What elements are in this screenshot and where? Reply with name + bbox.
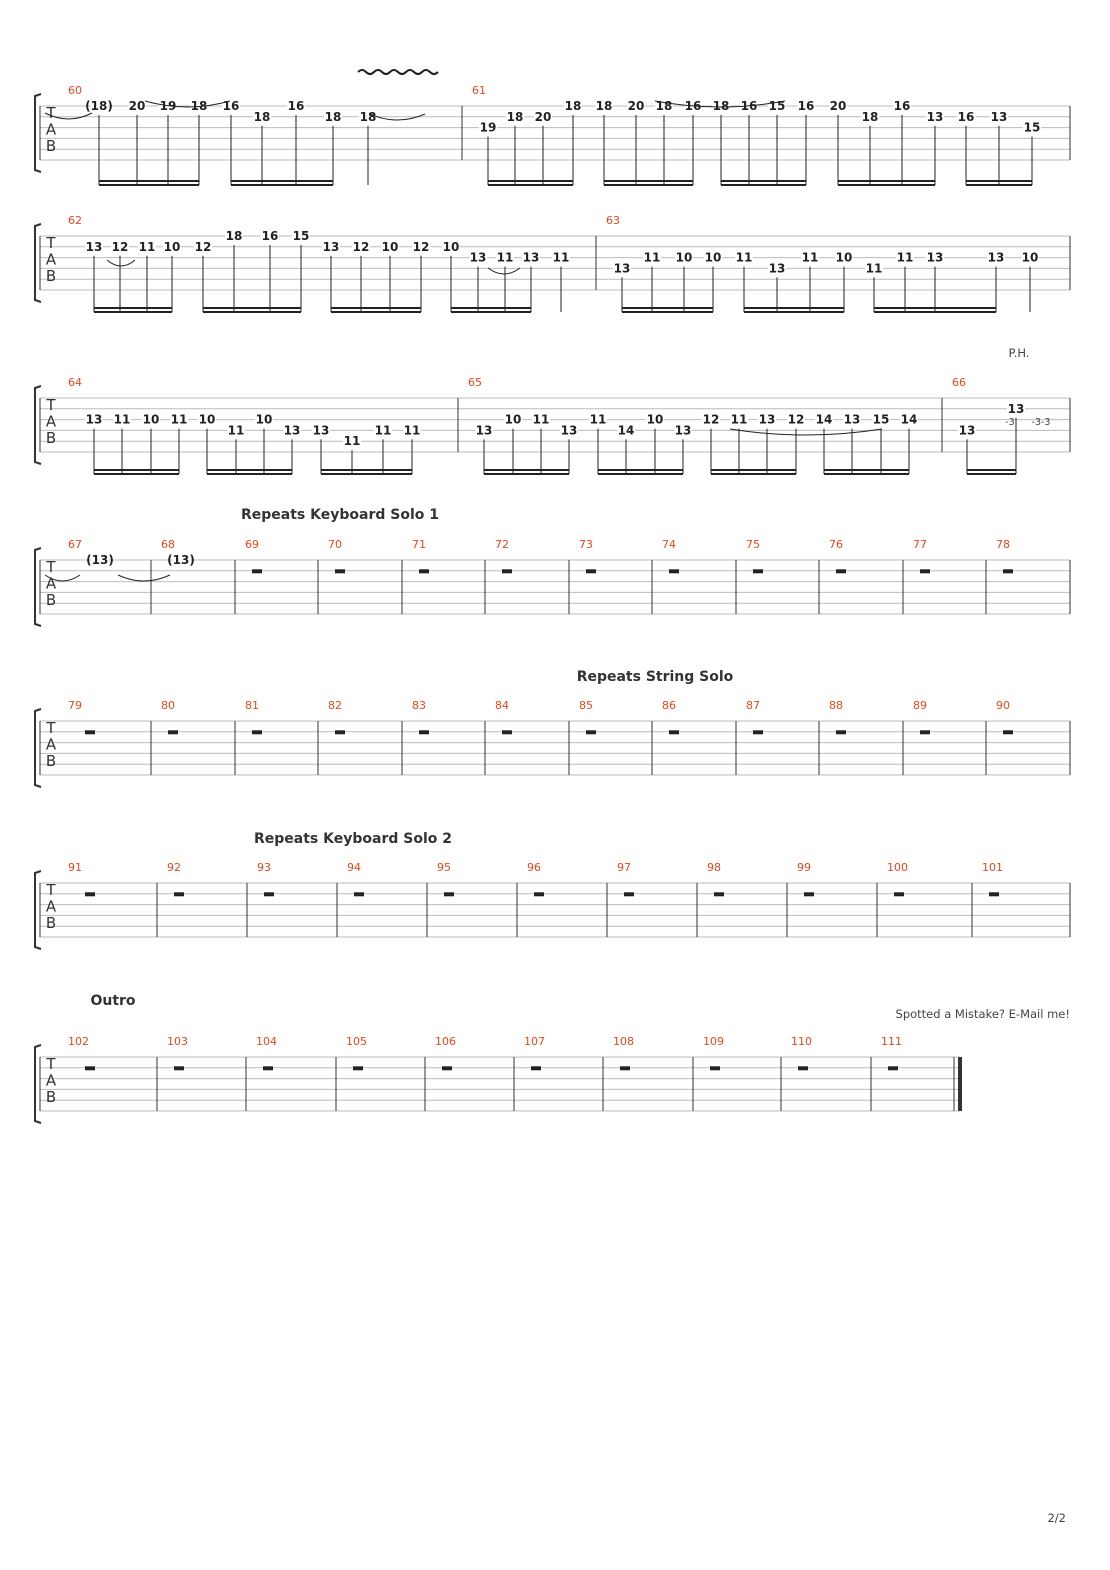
fret-number: 13 [758, 412, 776, 427]
tab-clef-letter: T [46, 104, 56, 122]
whole-rest [920, 569, 930, 573]
measure-number: 109 [703, 1035, 724, 1048]
whole-rest [1003, 730, 1013, 734]
fret-number: 14 [815, 412, 833, 427]
fret-number: 18 [655, 99, 673, 113]
tab-clef-letter: A [45, 574, 57, 593]
measure-number: 82 [328, 699, 342, 712]
fret-number: 16 [893, 99, 911, 113]
measure-number: 104 [256, 1035, 277, 1048]
whole-rest [586, 730, 596, 734]
staff-system [35, 831, 1070, 949]
whole-rest [888, 1066, 898, 1070]
section-heading: Repeats Keyboard Solo 2 [254, 831, 452, 847]
measure-number: 106 [435, 1035, 456, 1048]
fret-number: 11 [496, 250, 514, 265]
tab-clef-letter: A [45, 412, 57, 431]
fret-number: 11 [735, 250, 753, 265]
whole-rest [168, 730, 178, 734]
fret-number: 13 [674, 423, 692, 438]
fret-number: 16 [287, 99, 305, 113]
whole-rest [836, 730, 846, 734]
fret-number: 11 [343, 434, 361, 449]
fret-number: 11 [730, 412, 748, 427]
whole-rest [531, 1066, 541, 1070]
section-heading: Repeats String Solo [576, 669, 734, 685]
fret-number: 16 [684, 99, 702, 113]
fret-number: 13 [475, 423, 493, 438]
tuplet-mark: -3 [1005, 417, 1015, 428]
staff-system [35, 346, 1070, 474]
fret-number: 19 [479, 120, 497, 135]
measure-number: 89 [913, 699, 927, 712]
fret-number: 13 [322, 239, 340, 254]
staff-system [35, 993, 960, 1123]
fret-number: 14 [900, 412, 918, 427]
whole-rest [753, 730, 763, 734]
measure-number: 71 [412, 538, 426, 551]
fret-number: 13 [1007, 401, 1025, 416]
fret-number: 18 [324, 109, 342, 124]
fret-number: 15 [1023, 120, 1041, 135]
whole-rest [174, 1066, 184, 1070]
whole-rest [354, 892, 364, 896]
whole-rest [804, 892, 814, 896]
fret-number: 18 [564, 99, 582, 113]
measure-number: 66 [952, 376, 966, 389]
fret-number: 11 [403, 423, 421, 438]
whole-rest [85, 730, 95, 734]
fret-number: 13 [958, 423, 976, 438]
measure-number: 67 [68, 538, 82, 551]
fret-number: 11 [643, 250, 661, 265]
fret-number: 18 [712, 99, 730, 113]
technique-annotation: P.H. [1008, 346, 1030, 360]
fret-number: 11 [532, 412, 550, 427]
measure-number: 108 [613, 1035, 634, 1048]
fret-number: 20 [627, 99, 645, 113]
fret-number: (18) [85, 99, 113, 113]
measure-number: 79 [68, 699, 82, 712]
section-heading: Repeats Keyboard Solo 1 [241, 507, 439, 523]
fret-number: 15 [292, 229, 310, 243]
whole-rest [174, 892, 184, 896]
fret-number: 11 [374, 423, 392, 438]
whole-rest [710, 1066, 720, 1070]
tab-clef-letter: T [46, 558, 56, 576]
measure-number: 103 [167, 1035, 188, 1048]
measure-number: 70 [328, 538, 342, 551]
tab-clef-letter: B [45, 429, 57, 447]
fret-number: 11 [227, 423, 245, 438]
fret-number: 10 [198, 412, 216, 427]
measure-number: 100 [887, 861, 908, 874]
tab-clef-letter: T [46, 396, 56, 414]
measure-number: 97 [617, 861, 631, 874]
fret-number: 13 [312, 423, 330, 438]
whole-rest [419, 569, 429, 573]
measure-number: 69 [245, 538, 259, 551]
measure-number: 88 [829, 699, 843, 712]
tab-clef-letter: B [45, 137, 57, 155]
measure-number: 94 [347, 861, 361, 874]
fret-number: (13) [167, 553, 195, 567]
fret-number: 18 [595, 99, 613, 113]
measure-number: 95 [437, 861, 451, 874]
fret-number: 13 [990, 109, 1008, 124]
whole-rest [920, 730, 930, 734]
whole-rest [989, 892, 999, 896]
tab-clef-letter: A [45, 1071, 57, 1090]
measure-number: 90 [996, 699, 1010, 712]
measure-number: 74 [662, 538, 676, 551]
fret-number: 18 [253, 109, 271, 124]
measure-number: 92 [167, 861, 181, 874]
fret-number: 11 [138, 239, 156, 254]
fret-number: 12 [111, 239, 129, 254]
measure-number: 64 [68, 376, 82, 389]
measure-number: 75 [746, 538, 760, 551]
fret-number: 16 [797, 99, 815, 113]
tab-clef-letter: T [46, 719, 56, 737]
measure-number: 105 [346, 1035, 367, 1048]
measure-number: 93 [257, 861, 271, 874]
measure-number: 60 [68, 84, 82, 97]
measure-number: 83 [412, 699, 426, 712]
fret-number: 13 [926, 109, 944, 124]
whole-rest [85, 892, 95, 896]
whole-rest [798, 1066, 808, 1070]
measure-number: 102 [68, 1035, 89, 1048]
staff-system [35, 214, 1070, 312]
whole-rest [753, 569, 763, 573]
fret-number: 20 [128, 99, 146, 113]
measure-number: 73 [579, 538, 593, 551]
fret-number: 13 [85, 239, 103, 254]
fret-number: 20 [829, 99, 847, 113]
measure-number: 63 [606, 214, 620, 227]
whole-rest [714, 892, 724, 896]
measure-number: 78 [996, 538, 1010, 551]
fret-number: 12 [702, 412, 720, 427]
tab-clef-letter: A [45, 250, 57, 269]
tab-clef-letter: T [46, 881, 56, 899]
whole-rest [252, 569, 262, 573]
measure-number: 87 [746, 699, 760, 712]
fret-number: 13 [522, 250, 540, 265]
fret-number: 12 [412, 239, 430, 254]
tab-clef-letter: A [45, 120, 57, 139]
measure-number: 68 [161, 538, 175, 551]
whole-rest [264, 892, 274, 896]
measure-number: 101 [982, 861, 1003, 874]
tie-arc [118, 575, 170, 581]
tie-arc [107, 260, 135, 266]
fret-number: 13 [469, 250, 487, 265]
tab-clef-letter: B [45, 267, 57, 285]
whole-rest [620, 1066, 630, 1070]
whole-rest [534, 892, 544, 896]
fret-number: 12 [787, 412, 805, 427]
fret-number: 10 [704, 250, 722, 265]
whole-rest [836, 569, 846, 573]
fret-number: 11 [589, 412, 607, 427]
measure-number: 61 [472, 84, 486, 97]
tab-clef-letter: A [45, 897, 57, 916]
fret-number: 16 [222, 99, 240, 113]
fret-number: 16 [957, 109, 975, 124]
whole-rest [1003, 569, 1013, 573]
fret-number: 15 [768, 99, 786, 113]
fret-number: 13 [768, 261, 786, 276]
fret-number: 16 [740, 99, 758, 113]
whole-rest [353, 1066, 363, 1070]
measure-number: 62 [68, 214, 82, 227]
whole-rest [335, 569, 345, 573]
fret-number: 10 [646, 412, 664, 427]
staff-system [35, 84, 1070, 185]
fret-number: 18 [861, 109, 879, 124]
fret-number: 13 [613, 261, 631, 276]
fret-number: 10 [835, 250, 853, 265]
measure-number: 91 [68, 861, 82, 874]
measure-number: 77 [913, 538, 927, 551]
fret-number: 11 [865, 261, 883, 276]
fret-number: 19 [159, 99, 177, 113]
fret-number: 11 [170, 412, 188, 427]
measure-number: 80 [161, 699, 175, 712]
whole-rest [669, 569, 679, 573]
measure-number: 72 [495, 538, 509, 551]
fret-number: 18 [225, 229, 243, 243]
measure-number: 65 [468, 376, 482, 389]
fret-number: 18 [506, 109, 524, 124]
fret-number: 13 [560, 423, 578, 438]
fret-number: (13) [86, 553, 114, 567]
fret-number: 11 [801, 250, 819, 265]
fret-number: 12 [352, 239, 370, 254]
fret-number: 13 [926, 250, 944, 265]
whole-rest [85, 1066, 95, 1070]
whole-rest [442, 1066, 452, 1070]
fret-number: 10 [142, 412, 160, 427]
whole-rest [263, 1066, 273, 1070]
measure-number: 98 [707, 861, 721, 874]
fret-number: 11 [552, 250, 570, 265]
whole-rest [502, 730, 512, 734]
tab-clef-letter: A [45, 735, 57, 754]
fret-number: 13 [85, 412, 103, 427]
measure-number: 85 [579, 699, 593, 712]
measure-number: 110 [791, 1035, 812, 1048]
section-heading: Outro [90, 993, 136, 1009]
whole-rest [335, 730, 345, 734]
measure-number: 99 [797, 861, 811, 874]
mistake-note: Spotted a Mistake? E-Mail me! [895, 1007, 1070, 1021]
fret-number: 10 [255, 412, 273, 427]
tab-clef-letter: T [46, 1055, 56, 1073]
whole-rest [252, 730, 262, 734]
staff-system [35, 669, 1070, 787]
fret-number: 10 [163, 239, 181, 254]
tab-clef-letter: B [45, 1088, 57, 1106]
fret-number: 10 [1021, 250, 1039, 265]
fret-number: 10 [381, 239, 399, 254]
fret-number: 16 [261, 229, 279, 243]
tab-clef-letter: B [45, 752, 57, 770]
whole-rest [502, 569, 512, 573]
measure-number: 111 [881, 1035, 902, 1048]
measure-number: 76 [829, 538, 843, 551]
measure-number: 107 [524, 1035, 545, 1048]
fret-number: 11 [113, 412, 131, 427]
whole-rest [444, 892, 454, 896]
fret-number: 11 [896, 250, 914, 265]
fret-number: 13 [843, 412, 861, 427]
tab-clef-letter: B [45, 591, 57, 609]
page-number: 2/2 [1047, 1511, 1066, 1525]
whole-rest [894, 892, 904, 896]
fret-number: 13 [987, 250, 1005, 265]
fret-number: 10 [442, 239, 460, 254]
whole-rest [419, 730, 429, 734]
staff-system [35, 507, 1070, 626]
fret-number: 18 [190, 99, 208, 113]
fret-number: 15 [872, 412, 890, 427]
tab-clef-letter: B [45, 914, 57, 932]
whole-rest [669, 730, 679, 734]
fret-number: 13 [283, 423, 301, 438]
vibrato-mark [358, 70, 438, 74]
fret-number: 10 [504, 412, 522, 427]
fret-number: 12 [194, 239, 212, 254]
whole-rest [624, 892, 634, 896]
measure-number: 84 [495, 699, 509, 712]
measure-number: 96 [527, 861, 541, 874]
fret-number: 10 [675, 250, 693, 265]
fret-number: 20 [534, 109, 552, 124]
whole-rest [586, 569, 596, 573]
fret-number: 18 [359, 109, 377, 124]
measure-number: 86 [662, 699, 676, 712]
tuplet-mark: -3-3 [1031, 417, 1051, 428]
tab-clef-letter: T [46, 234, 56, 252]
measure-number: 81 [245, 699, 259, 712]
fret-number: 14 [617, 423, 635, 438]
